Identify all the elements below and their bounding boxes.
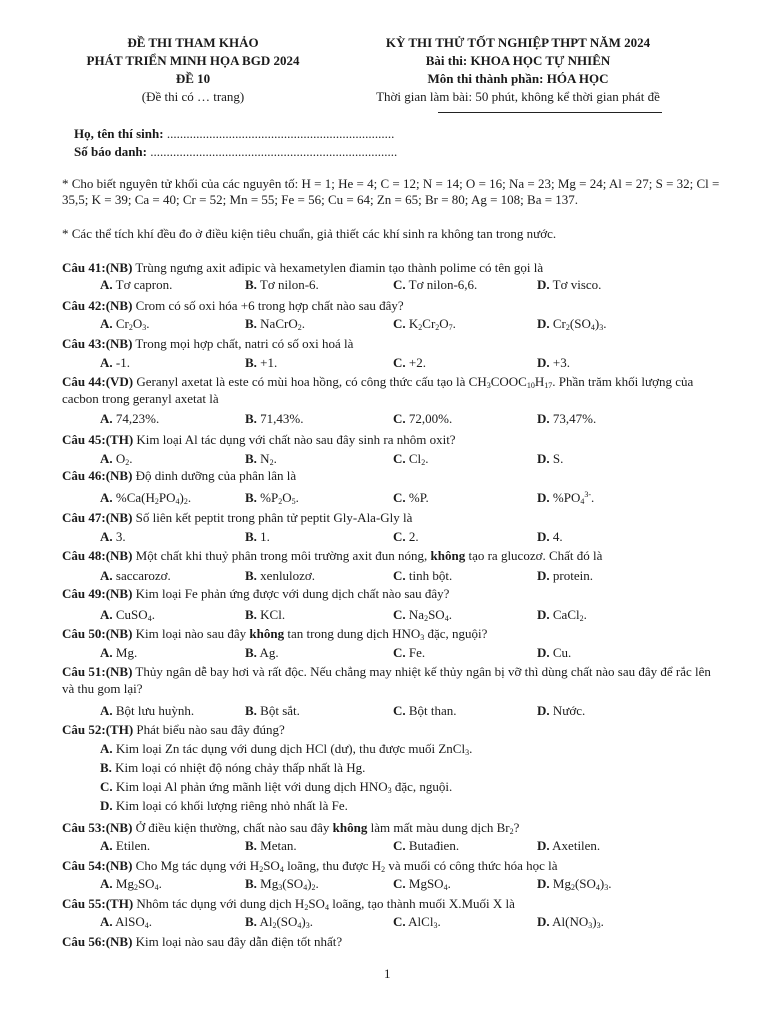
answer-option-a[interactable]: A. Mg. bbox=[100, 645, 138, 660]
answer-option-a[interactable]: A. $O_2$. bbox=[100, 451, 133, 467]
answer-options bbox=[100, 277, 726, 293]
answer-option-b[interactable]: B. Bột sắt. bbox=[245, 703, 300, 718]
answer-option-c[interactable]: C. $Na_2SO_4$. bbox=[393, 607, 452, 623]
question-level: (NB) bbox=[105, 298, 133, 313]
question-label: Câu 51: bbox=[62, 664, 106, 679]
question-label: Câu 50: bbox=[62, 626, 106, 641]
answer-options bbox=[100, 316, 726, 332]
answer-option-a[interactable]: A. Etilen. bbox=[100, 838, 151, 853]
answer-option-c[interactable]: C. Tơ nilon-6,6. bbox=[393, 277, 478, 292]
question-label: Câu 52: bbox=[62, 722, 106, 737]
question-level: (NB) bbox=[105, 586, 133, 601]
question-level: (TH) bbox=[105, 722, 134, 737]
answer-option-c[interactable]: C. %P. bbox=[393, 490, 429, 505]
question-label: Câu 53: bbox=[62, 820, 106, 835]
candidate-name-dots: ...................................................................... bbox=[166, 126, 395, 141]
answer-options bbox=[100, 838, 726, 854]
atomic-mass-note: * Cho biết nguyên tử khối của các nguyên tố: H = 1; He = 4; C = 12; N = 14; O = 16; Na = 23; Mg = 24; Al = 27; S = 32; Cl = 35,5; K = 39; Ca = 40; Cr = 52; Mn = 55; Fe = 56; Cu = 64; Zn = 65; Br = 80; Ag = 108; Ba = 137. bbox=[62, 176, 720, 207]
answer-option-b[interactable]: B. $N_2$. bbox=[245, 451, 277, 467]
candidate-name-row bbox=[74, 125, 394, 142]
answer-option-c[interactable]: C. Bột than. bbox=[393, 703, 457, 718]
question-42 bbox=[62, 298, 726, 314]
answer-option-b[interactable]: B. KCl. bbox=[245, 607, 286, 622]
question-text: Geranyl axetat là este có mùi hoa hồng, có công thức cấu tạo là $CH_3COOC_{10}H_{17}$. Phần trăm khối lượng của cacbon trong geranyl axetat là bbox=[62, 374, 694, 406]
answer-options bbox=[100, 451, 726, 467]
header-underline bbox=[438, 112, 662, 113]
question-text: Crom có số oxi hóa +6 trong hợp chất nào sau đây? bbox=[132, 298, 404, 313]
header-left-line3: ĐỀ 10 bbox=[175, 71, 211, 86]
answer-option-d[interactable]: D. Tơ visco. bbox=[537, 277, 602, 292]
question-text: Ở điều kiện thường, chất nào sau đây không làm mất màu dung dịch $Br_2$? bbox=[132, 820, 520, 836]
question-text: Kim loại nào sau đây không tan trong dung dịch $HNO_3$ đặc, nguội? bbox=[132, 626, 488, 642]
answer-option-b[interactable]: B. $Mg_3(SO_4)_2$. bbox=[245, 876, 319, 892]
question-44 bbox=[62, 374, 726, 407]
question-46 bbox=[62, 468, 726, 484]
question-text: Số liên kết peptit trong phân tử peptit Gly-Ala-Gly là bbox=[132, 510, 413, 525]
answer-option-a[interactable]: A. Bột lưu huỳnh. bbox=[100, 703, 195, 718]
question-level: (NB) bbox=[105, 510, 133, 525]
answer-option-a[interactable]: A. CuSO$_4$. bbox=[100, 607, 155, 623]
answer-option-d[interactable]: D. $Al(NO_3)_3$. bbox=[537, 914, 604, 930]
answer-option-c[interactable]: C. MgSO$_4$. bbox=[393, 876, 451, 892]
question-level: (NB) bbox=[105, 664, 133, 679]
answer-option-c[interactable]: C. 72,00%. bbox=[393, 411, 453, 426]
answer-options bbox=[100, 490, 726, 506]
question-text: Thủy ngân dễ bay hơi và rất độc. Nếu chẳng may nhiệt kế thủy ngân bị vỡ thì dùng chất nào sau đây để rắc lên và thu gom lại? bbox=[62, 664, 711, 696]
answer-option-a[interactable]: A. $Cr_2O_3$. bbox=[100, 316, 150, 332]
header-left-line2: PHÁT TRIỂN MINH HỌA BGD 2024 bbox=[86, 53, 300, 68]
question-level: (NB) bbox=[105, 468, 133, 483]
answer-options bbox=[100, 876, 726, 892]
question-49 bbox=[62, 586, 726, 602]
header-left-line1: ĐỀ THI THAM KHẢO bbox=[127, 35, 259, 50]
question-label: Câu 54: bbox=[62, 858, 106, 873]
candidate-id-label: Số báo danh: bbox=[74, 144, 147, 159]
answer-option-d[interactable]: D. Cu. bbox=[537, 645, 572, 660]
question-label: Câu 42: bbox=[62, 298, 106, 313]
question-text: Độ dinh dưỡng của phân lân là bbox=[132, 468, 297, 483]
answer-option-a[interactable]: A. $\%Ca(H_2PO_4)_2$. bbox=[100, 490, 192, 506]
header-right-line4: Thời gian làm bài: 50 phút, không kể thời gian phát đề bbox=[376, 89, 660, 104]
answer-option-b[interactable]: B. Kim loại có nhiệt độ nóng chảy thấp nhất là Hg. bbox=[100, 760, 366, 775]
candidate-id-row bbox=[74, 143, 397, 160]
question-level: (NB) bbox=[105, 260, 133, 275]
answer-options bbox=[100, 568, 726, 584]
question-level: (NB) bbox=[105, 548, 133, 563]
exam-header bbox=[0, 34, 768, 114]
answer-option-b[interactable]: B. Metan. bbox=[245, 838, 297, 853]
answer-options bbox=[100, 914, 726, 930]
question-text: Phát biểu nào sau đây đúng? bbox=[133, 722, 285, 737]
question-level: (VD) bbox=[105, 374, 134, 389]
answer-options bbox=[100, 607, 726, 623]
answer-option-d[interactable]: D. $Mg_2(SO_4)_3$. bbox=[537, 876, 612, 892]
answer-option-a[interactable]: A. saccarozơ. bbox=[100, 568, 171, 583]
question-level: (NB) bbox=[105, 858, 133, 873]
question-47 bbox=[62, 510, 726, 526]
answer-option-c[interactable]: C. tinh bột. bbox=[393, 568, 453, 583]
answer-option-b[interactable]: B. 71,43%. bbox=[245, 411, 304, 426]
answer-option-b[interactable]: B. +1. bbox=[245, 355, 278, 370]
question-text: Kim loại Al tác dụng với chất nào sau đây sinh ra nhôm oxit? bbox=[133, 432, 456, 447]
question-label: Câu 41: bbox=[62, 260, 106, 275]
answer-option-b[interactable]: B. Ag. bbox=[245, 645, 279, 660]
question-label: Câu 47: bbox=[62, 510, 106, 525]
question-level: (NB) bbox=[105, 820, 133, 835]
question-label: Câu 46: bbox=[62, 468, 106, 483]
question-55 bbox=[62, 896, 726, 912]
answer-option-b[interactable]: B. 1. bbox=[245, 529, 270, 544]
answer-options bbox=[100, 703, 726, 719]
question-label: Câu 48: bbox=[62, 548, 106, 563]
answer-options bbox=[100, 411, 726, 427]
header-right-line3: Môn thi thành phần: HÓA HỌC bbox=[427, 71, 609, 86]
question-53 bbox=[62, 820, 726, 836]
answer-option-a[interactable]: A. 3. bbox=[100, 529, 126, 544]
header-right-line1: KỲ THI THỬ TỐT NGHIỆP THPT NĂM 2024 bbox=[385, 35, 651, 50]
header-left-line4: (Đề thi có … trang) bbox=[141, 89, 245, 104]
answer-option-b[interactable]: B. NaCrO$_2$. bbox=[245, 316, 305, 332]
question-label: Câu 45: bbox=[62, 432, 106, 447]
answer-option-c[interactable]: C. Butađien. bbox=[393, 838, 460, 853]
answer-option-a[interactable]: A. 74,23%. bbox=[100, 411, 160, 426]
answer-option-d[interactable]: D. Axetilen. bbox=[537, 838, 601, 853]
question-51 bbox=[62, 664, 726, 697]
answer-option-c[interactable]: C. AlCl$_3$. bbox=[393, 914, 441, 930]
question-41 bbox=[62, 260, 726, 276]
page-number: 1 bbox=[384, 966, 391, 981]
question-label: Câu 56: bbox=[62, 934, 106, 949]
answer-option-d[interactable]: D. Nước. bbox=[537, 703, 586, 718]
question-text: Cho Mg tác dụng với $H_2SO_4$ loãng, thu được $H_2$ và muối có công thức hóa học là bbox=[132, 858, 558, 874]
question-45 bbox=[62, 432, 726, 448]
question-54 bbox=[62, 858, 726, 874]
candidate-id-dots: ............................................................................ bbox=[150, 144, 398, 159]
question-48 bbox=[62, 548, 726, 564]
answer-option-c[interactable]: C. Kim loại Al phản ứng mãnh liệt với dung dịch $HNO_3$ đặc, nguội. bbox=[100, 779, 453, 795]
answer-option-a[interactable]: A. AlSO$_4$. bbox=[100, 914, 153, 930]
header-right-line2: Bài thi: KHOA HỌC TỰ NHIÊN bbox=[425, 53, 611, 68]
answer-option-a[interactable]: A. -1. bbox=[100, 355, 130, 370]
candidate-name-label: Họ, tên thí sinh: bbox=[74, 126, 164, 141]
answer-option-a[interactable]: A. Tơ capron. bbox=[100, 277, 173, 292]
answer-option-d[interactable]: D. 73,47%. bbox=[537, 411, 597, 426]
question-text: Một chất khi thuỷ phân trong môi trường axit đun nóng, không tạo ra glucozơ. Chất đó là bbox=[132, 548, 603, 563]
answer-option-c[interactable]: C. $Cl_2$. bbox=[393, 451, 429, 467]
question-text: Nhôm tác dụng với dung dịch $H_2SO_4$ loãng, tạo thành muối X.Muối X là bbox=[133, 896, 515, 912]
question-50 bbox=[62, 626, 726, 642]
question-52 bbox=[62, 722, 726, 738]
question-label: Câu 55: bbox=[62, 896, 106, 911]
question-text: Trùng ngưng axit ađipic và hexametylen điamin tạo thành polime có tên gọi là bbox=[132, 260, 544, 275]
answer-option-d[interactable]: D. $\%PO_4^{3-}$. bbox=[537, 490, 595, 506]
answer-option-d[interactable]: D. +3. bbox=[537, 355, 570, 370]
answer-option-b[interactable]: B. xenlulozơ. bbox=[245, 568, 316, 583]
answer-option-a[interactable]: A. Kim loại Zn tác dụng với dung dịch HCl (dư), thu được muối ZnCl$_3$. bbox=[100, 741, 473, 757]
answer-options bbox=[100, 645, 726, 661]
question-label: Câu 49: bbox=[62, 586, 106, 601]
answer-option-a[interactable]: A. $Mg_2SO_4$. bbox=[100, 876, 162, 892]
answer-options bbox=[100, 529, 726, 545]
answer-option-d[interactable]: D. protein. bbox=[537, 568, 593, 583]
answer-option-b[interactable]: B. $Al_2(SO_4)_3$. bbox=[245, 914, 314, 930]
question-level: (TH) bbox=[105, 432, 134, 447]
answer-option-c[interactable]: C. $K_2Cr_2O_7$. bbox=[393, 316, 456, 332]
answer-option-d[interactable]: D. CaCl$_2$. bbox=[537, 607, 587, 623]
answer-options bbox=[100, 355, 726, 371]
question-level: (NB) bbox=[105, 626, 133, 641]
answer-option-d[interactable]: D. $Cr_2(SO_4)_3$. bbox=[537, 316, 607, 332]
answer-option-b[interactable]: B. Tơ nilon-6. bbox=[245, 277, 319, 292]
gas-volume-note: * Các thể tích khí đều đo ở điều kiện tiêu chuẩn, giả thiết các khí sinh ra không tan trong nước. bbox=[62, 226, 557, 241]
question-43 bbox=[62, 336, 726, 352]
answer-option-d[interactable]: D. Kim loại có khối lượng riêng nhỏ nhất là Fe. bbox=[100, 798, 348, 813]
answer-option-d[interactable]: D. S. bbox=[537, 451, 564, 466]
question-text: Trong mọi hợp chất, natri có số oxi hoá là bbox=[132, 336, 354, 351]
answer-option-c[interactable]: C. +2. bbox=[393, 355, 426, 370]
answer-option-c[interactable]: C. 2. bbox=[393, 529, 419, 544]
answer-option-b[interactable]: B. $\%P_2O_5$. bbox=[245, 490, 299, 506]
answer-option-c[interactable]: C. Fe. bbox=[393, 645, 426, 660]
question-label: Câu 43: bbox=[62, 336, 106, 351]
question-text: Kim loại Fe phản ứng được với dung dịch chất nào sau đây? bbox=[132, 586, 450, 601]
question-level: (NB) bbox=[105, 934, 133, 949]
question-level: (TH) bbox=[105, 896, 134, 911]
question-text: Kim loại nào sau đây dẫn điện tốt nhất? bbox=[132, 934, 343, 949]
question-level: (NB) bbox=[105, 336, 133, 351]
question-56 bbox=[62, 934, 726, 950]
answer-option-d[interactable]: D. 4. bbox=[537, 529, 563, 544]
question-label: Câu 44: bbox=[62, 374, 106, 389]
